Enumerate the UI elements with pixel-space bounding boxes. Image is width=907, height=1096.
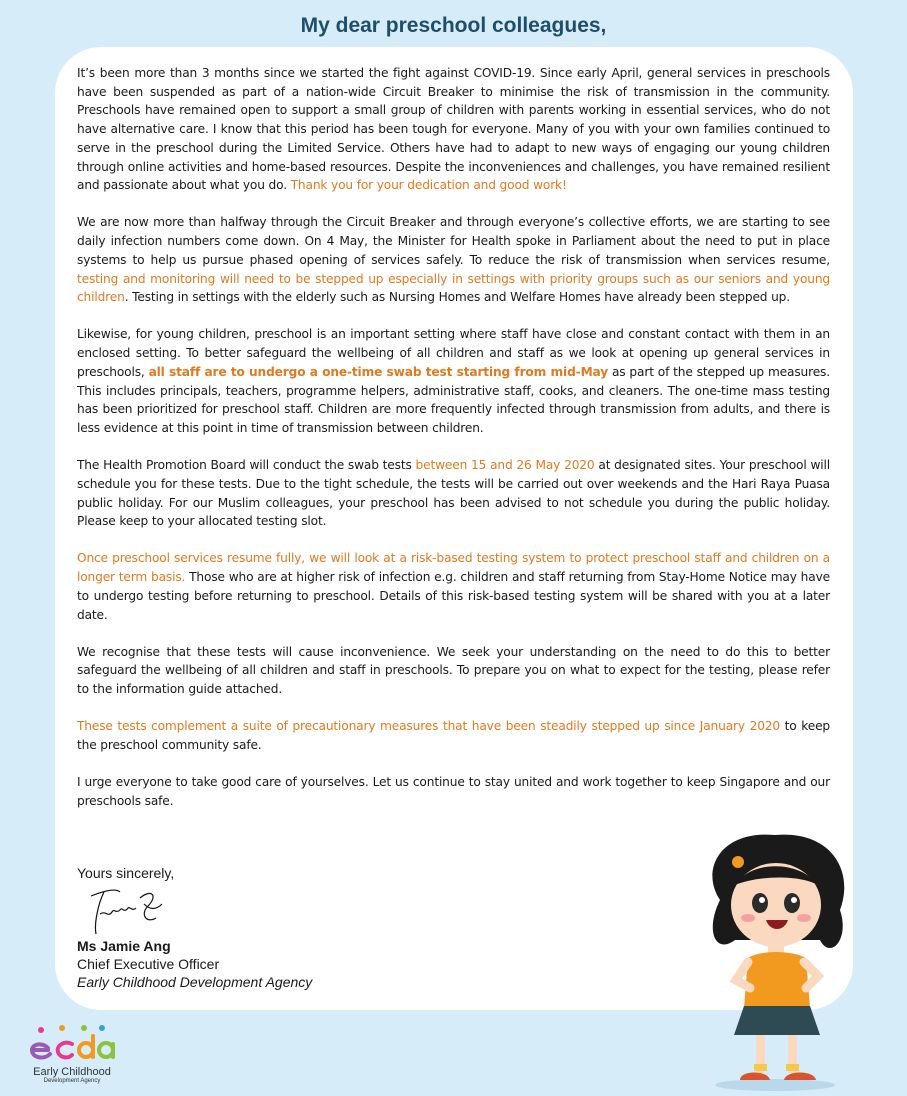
signer-block	[77, 937, 312, 991]
logo-line-2: Development Agency	[43, 1078, 101, 1084]
signer-agency: Early Childhood Development Agency	[77, 974, 313, 990]
girl-illustration	[690, 830, 860, 1092]
highlight-text: Thank you for your dedication and good work!	[290, 178, 567, 193]
paragraph-6: We recognise that these tests will cause inconvenience. We seek your understanding on the need to do this to better safeguard the wellbeing of all children and staff in preschools. To prepare you on what to expect for the testing, please refer to the information guide attached.	[77, 644, 830, 697]
paragraph-4: The Health Promotion Board will conduct the swab tests between 15 and 26 May 2020 at designated sites. Your preschool will schedule you for these tests. Due to the tight schedule, the tests will be carried out over weekends and the Hari Raya Puasa public holiday. For our Muslim colleagues, your preschool has been advised to not schedule you during the public holiday. Please keep to your allocated testing slot.	[77, 458, 830, 529]
paragraph-2: We are now more than halfway through the Circuit Breaker and through everyone’s collective efforts, we are starting to see daily infection numbers come down. On 4 May, the Minister for Health spoke in Parliament about the need to put in place systems to help us pursue phased opening of services safely. To reduce the risk of transmission when services resume, testing and monitoring will need to be stepped up especially in settings with priority groups such as our seniors and young children. Testing in settings with the elderly such as Nursing Homes and Welfare Homes have already been stepped up.	[77, 215, 830, 305]
signature	[86, 884, 166, 939]
closing: Yours sincerely,	[77, 865, 175, 881]
letter-body	[77, 64, 830, 829]
signer-role: Chief Executive Officer	[77, 956, 220, 972]
logo-line-1: Early Childhood	[33, 1066, 111, 1078]
paragraph-5: Once preschool services resume fully, we will look at a risk-based testing system to protect preschool staff and children on a longer term basis. Those who are at higher risk of infection e.g. children and staff returning from Stay-Home Notice may have to undergo testing before returning to preschool. Details of this risk-based testing system will be shared with you at a later date.	[77, 551, 830, 622]
highlight-text: between 15 and 26 May 2020	[415, 458, 595, 473]
paragraph-8: I urge everyone to take good care of yourselves. Let us continue to stay united and work together to keep Singapore and our preschools safe.	[77, 775, 830, 808]
highlight-text: testing and monitoring will need to be stepped up especially in settings with priority groups such as our seniors and young children	[77, 271, 830, 305]
highlight-text: These tests complement a suite of precautionary measures that have been steadily stepped up since January 2020	[77, 719, 781, 734]
page-title: My dear preschool colleagues,	[300, 14, 607, 37]
signer-name: Ms Jamie Ang	[77, 938, 171, 954]
highlight-text: Once preschool services resume fully, we will look at a risk-based testing system to protect preschool staff and children on a longer term basis.	[77, 551, 830, 585]
paragraph-3: Likewise, for young children, preschool is an important setting where staff have close and constant contact with them in an enclosed setting. To better safeguard the wellbeing of all children and staff as we look at opening up general services in preschools, all staff are to undergo a one-time swab test starting from mid-May as part of the stepped up measures. This includes principals, teachers, programme helpers, administrative staff, cooks, and cleaners. The one-time mass testing has been prioritized for preschool staff. Children are more frequently infected through transmission from adults, and there is less evidence at this point in time of transmission between children.	[77, 327, 830, 435]
ecda-logo	[22, 1022, 122, 1084]
highlight-text: all staff are to undergo a one-time swab test starting from mid-May	[148, 364, 609, 379]
paragraph-1: It’s been more than 3 months since we started the fight against COVID-19. Since early April, general services in preschools have been suspended as part of a nation-wide Circuit Breaker to minimise the risk of transmission in the community. Preschools have remained open to support a small group of children with parents working in essential services, who do not have alternative care. I know that this period has been tough for everyone. Many of you with your own families continued to serve in the preschool during the Limited Service. Others have had to adapt to new ways of engaging our young children through online activities and home-based resources. Despite the inconveniences and challenges, you have remained resilient and passionate about what you do. Thank you for your dedication and good work!	[77, 66, 830, 193]
paragraph-7: These tests complement a suite of precautionary measures that have been steadily stepped up since January 2020 to keep the preschool community safe.	[77, 719, 831, 753]
ecda-logo-mark	[22, 1022, 122, 1062]
